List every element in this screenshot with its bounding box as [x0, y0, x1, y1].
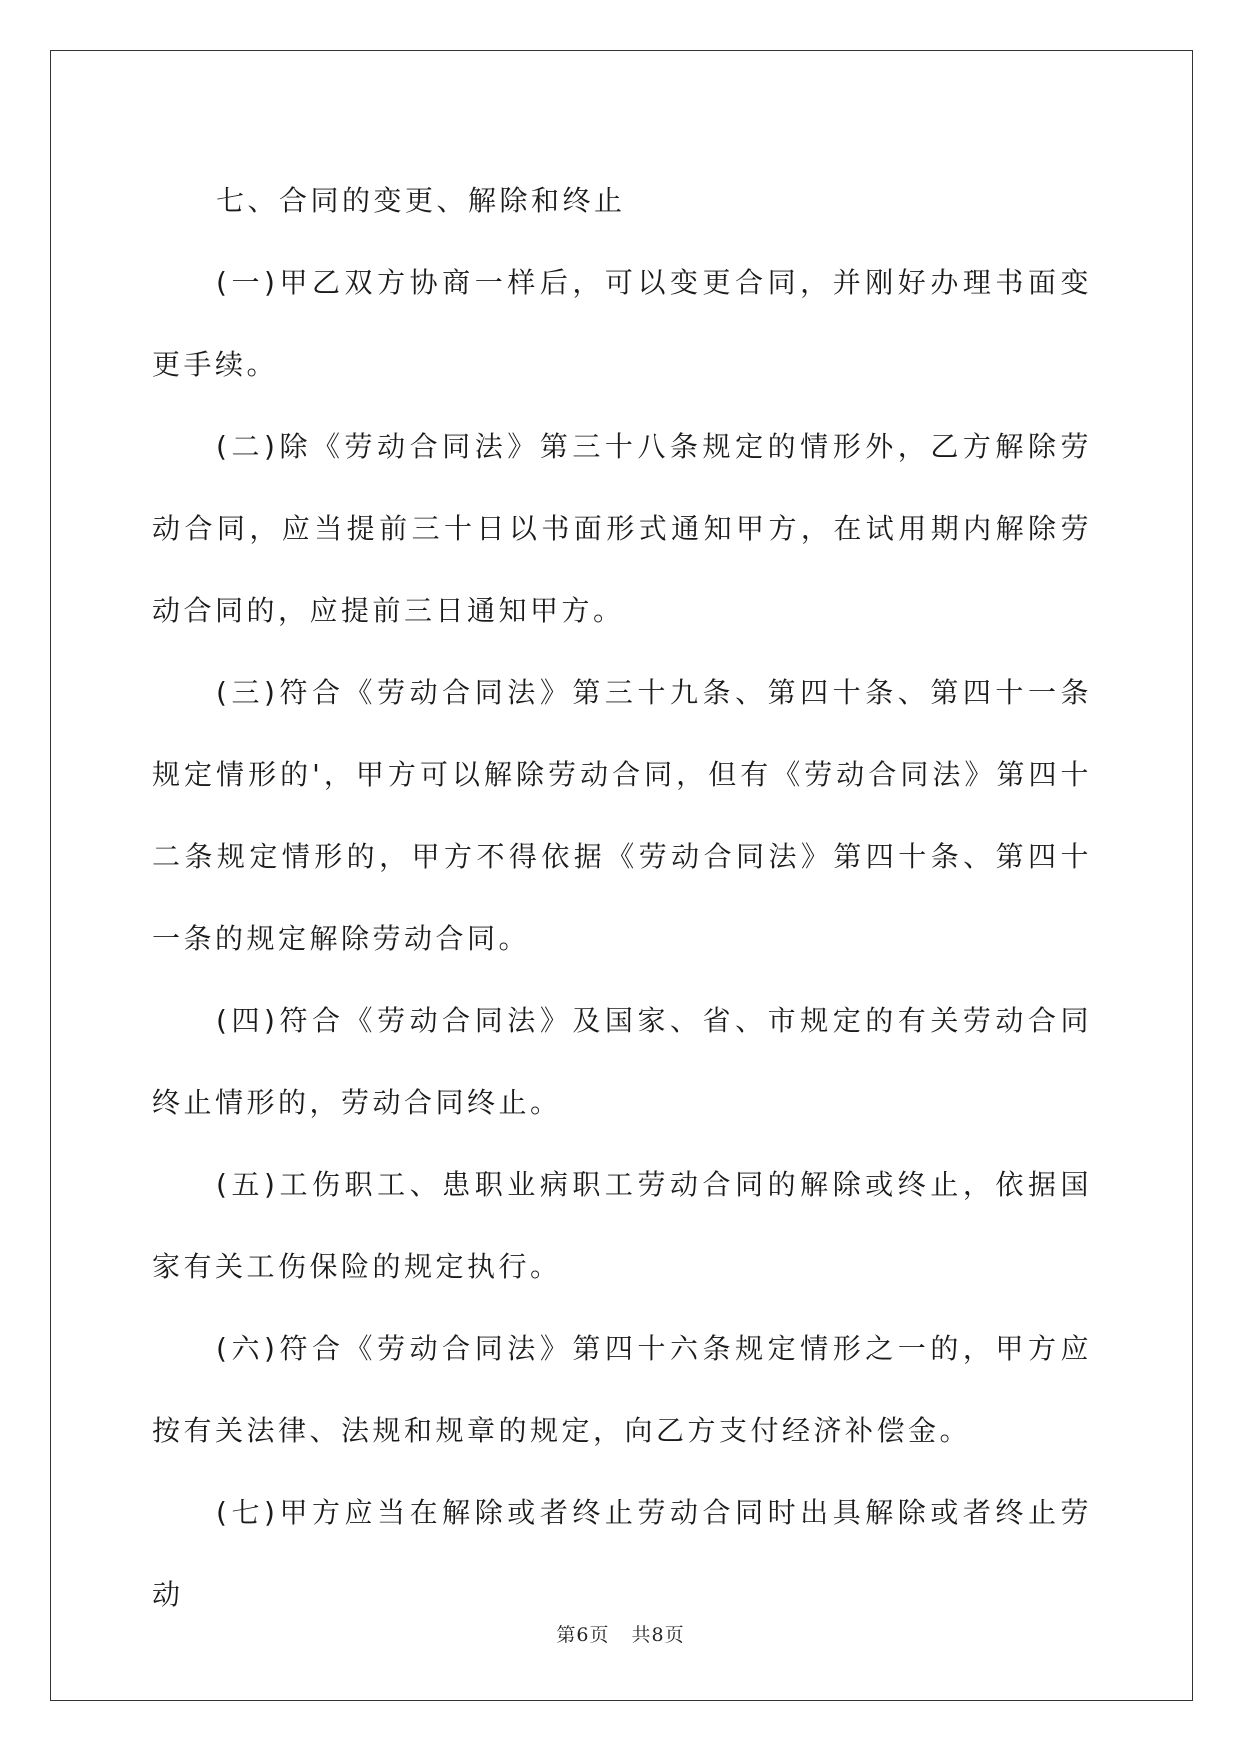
section-heading: 七、合同的变更、解除和终止	[216, 184, 626, 217]
total-pages-label: 共8页	[631, 1624, 685, 1646]
clause-7: (七)甲方应当在解除或者终止劳动合同时出具解除或者终止劳动	[152, 1496, 1092, 1611]
clause-4: (四)符合《劳动合同法》及国家、省、市规定的有关劳动合同终止情形的，劳动合同终止。	[152, 1004, 1092, 1119]
page-footer	[0, 1620, 1241, 1647]
current-page-label: 第6页	[556, 1624, 610, 1646]
clause-5: (五)工伤职工、患职业病职工劳动合同的解除或终止，依据国家有关工伤保险的规定执行。	[152, 1168, 1092, 1283]
clause-6: (六)符合《劳动合同法》第四十六条规定情形之一的，甲方应按有关法律、法规和规章的规定，向乙方支付经济补偿金。	[152, 1332, 1092, 1447]
clause-1: (一)甲乙双方协商一样后，可以变更合同，并刚好办理书面变更手续。	[152, 266, 1092, 381]
clause-2: (二)除《劳动合同法》第三十八条规定的情形外，乙方解除劳动合同，应当提前三十日以书面形式通知甲方，在试用期内解除劳动合同的，应提前三日通知甲方。	[152, 430, 1092, 627]
document-body	[152, 160, 1092, 1636]
clause-3: (三)符合《劳动合同法》第三十九条、第四十条、第四十一条规定情形的'，甲方可以解除劳动合同，但有《劳动合同法》第四十二条规定情形的，甲方不得依据《劳动合同法》第四十条、第四十一条的规定解除劳动合同。	[152, 676, 1092, 955]
